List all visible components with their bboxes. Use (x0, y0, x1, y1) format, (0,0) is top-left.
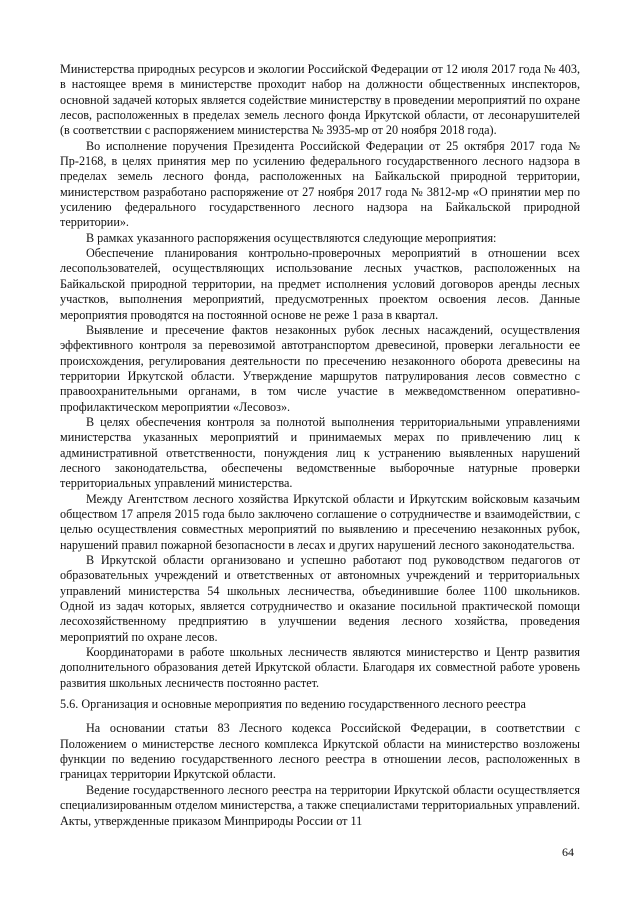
paragraph-3: В рамках указанного распоряжения осуществляются следующие мероприятия: (86, 230, 497, 245)
paragraph-1: Министерства природных ресурсов и экологии Российской Федерации от 12 июля 2017 года № 403, в настоящее время в министерстве проходит набор на должности общественных инспекторов, основной задачей которых является содействие министерству в проведении мероприятий по охране лесов, расположенных в пределах земель лесного фонда Иркутской области, от лесонарушителей (в соответствии с распоряжением министерства № 3935-мр от 20 ноября 2018 года). (60, 62, 580, 138)
page-number: 64 (562, 845, 574, 859)
paragraph-9: Координаторами в работе школьных лесничеств являются министерство и Центр развития дополнительного образования детей Иркутской области. Благодаря их совместной работе уровень развития школьных лесничеств постоянно растет. (60, 645, 580, 690)
paragraph-8: В Иркутской области организовано и успешно работают под руководством педагогов от образовательных учреждений и ответственных от автономных учреждений и территориальных управлений министерства 54 школьных лесничества, объединившие более 1100 школьников. Одной из задач которых, является сотрудничество и оказание посильной практической помощи лесохозяйственному предприятию в улучшении ведения лесного хозяйства, проведения мероприятий по охране лесов. (60, 553, 580, 644)
paragraph-7: Между Агентством лесного хозяйства Иркутской области и Иркутским войсковым казачьим обществом 17 апреля 2015 года было заключено соглашение о сотрудничестве и взаимодействии, с целью осуществления совместных мероприятий по выявлению и пресечению незаконных рубок, нарушений правил пожарной безопасности в лесах и других нарушений лесного законодательства. (60, 491, 580, 552)
paragraph-2: Во исполнение поручения Президента Российской Федерации от 25 октября 2017 года № Пр-2168, в целях принятия мер по усилению федерального государственного лесного надзора в пределах земель лесного фонда, расположенных на Байкальской природной территории, министерством разработано распоряжение от 27 ноября 2017 года № 3812-мр «О принятии мер по усилению федерального государственного лесного надзора на Байкальской природной территории». (60, 138, 580, 230)
page-body (60, 62, 580, 829)
paragraph-11: Ведение государственного лесного реестра на территории Иркутской области осуществляется специализированным отделом министерства, а также специалистами территориальных управлений. Акты, утвержденные приказом Минприроды России от 11 (60, 782, 580, 828)
section-heading: 5.6. Организация и основные мероприятия по ведению государственного лесного реестра (60, 697, 526, 712)
paragraph-5: Выявление и пресечение фактов незаконных рубок лесных насаждений, осуществления эффективного контроля за перевозимой автотранспортом древесиной, проверки легальности ее происхождения, регулирования деятельности по пресечению незаконного оборота древесины на территории Иркутской области. Утверждение маршрутов патрулирования лесов совместно с правоохранительными органами, в том числе участие в межведомственном оперативно-профилактическом мероприятии «Лесовоз». (60, 322, 580, 414)
paragraph-10: На основании статьи 83 Лесного кодекса Российской Федерации, в соответствии с Положением о министерстве лесного комплекса Иркутской области на министерство возложены функции по ведению государственного лесного реестра в отношении лесов, расположенных в границах территории Иркутской области. (60, 721, 580, 782)
paragraph-4: Обеспечение планирования контрольно-проверочных мероприятий в отношении всех лесопользователей, осуществляющих использование лесных участков, расположенных на Байкальской природной территории, на предмет исполнения условий договоров аренды лесных участков, выполнения мероприятий, предусмотренных проектом освоения лесов. Данные мероприятия проводятся на постоянной основе не реже 1 раза в квартал. (60, 246, 580, 322)
paragraph-6: В целях обеспечения контроля за полнотой выполнения территориальными управлениями министерства указанных мероприятий и принимаемых мерах по привлечению лиц к административной ответственности, понуждения лиц к устранению выявленных нарушений лесного законодательства, обеспечены ведомственные выборочные натурные проверки территориальных управлений министерства. (60, 414, 580, 491)
